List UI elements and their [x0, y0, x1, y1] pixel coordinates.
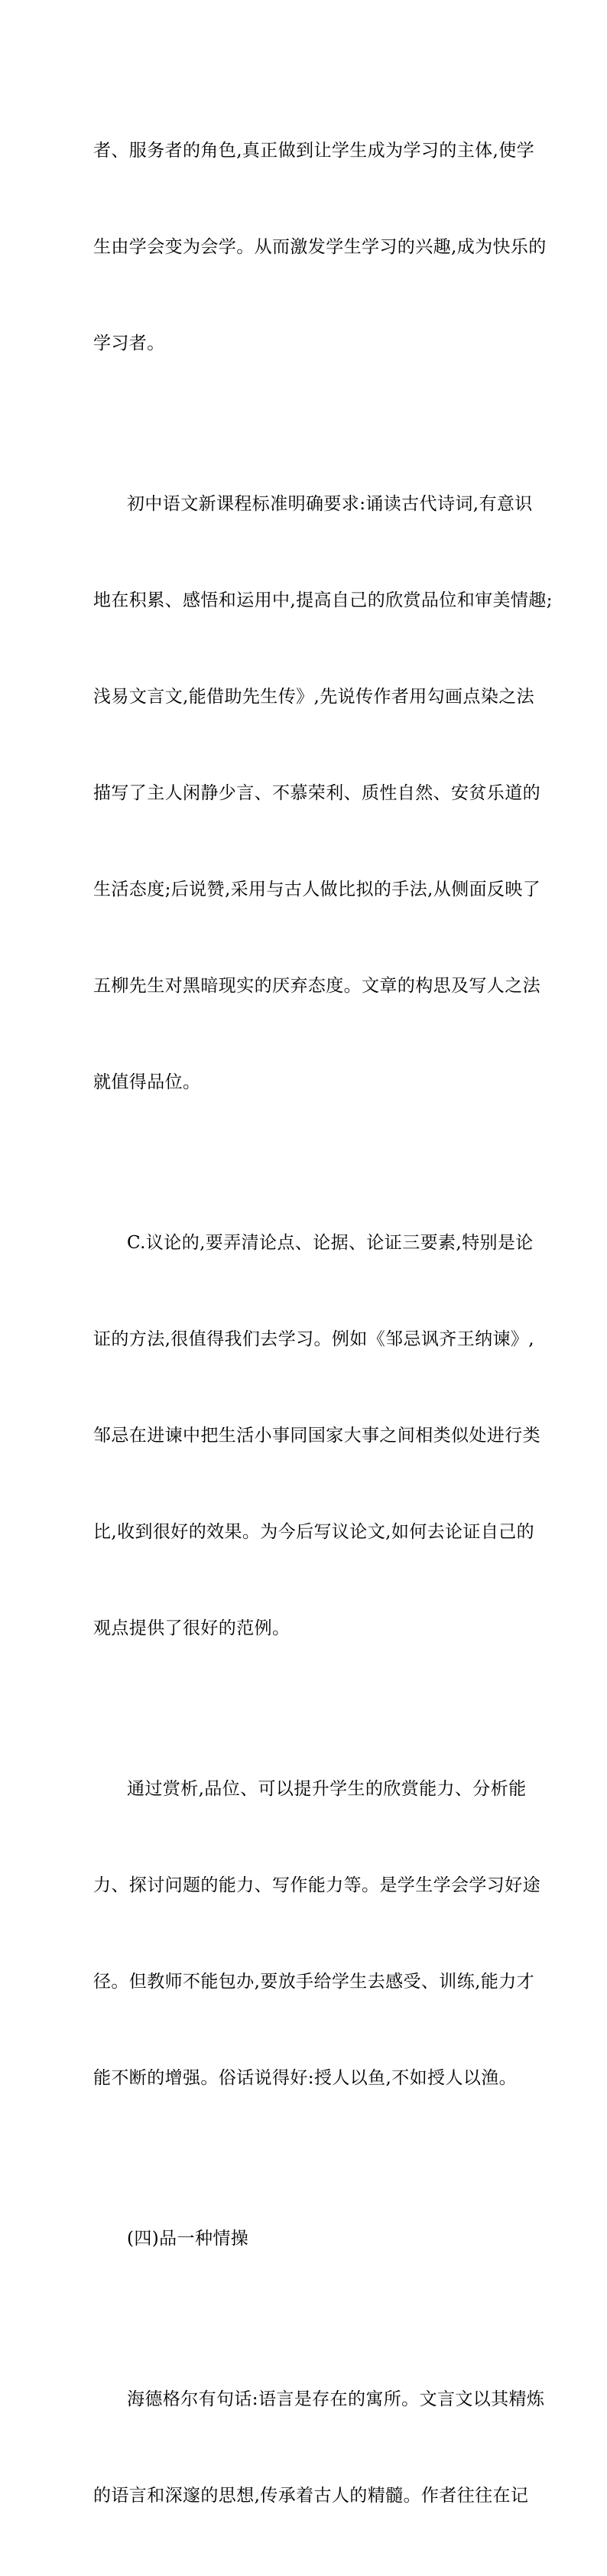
text-line: 生由学会变为会学。从而激发学生学习的兴趣,成为快乐的 [93, 237, 547, 257]
text-line: 证的方法,很值得我们去学习。例如《邹忌讽齐王纳谏》, [93, 1329, 535, 1349]
text-line: 的语言和深邃的思想,传承着古人的精髓。作者往往在记 [93, 2486, 529, 2506]
text-line: 比,收到很好的效果。为今后写议论文,如何去论证自己的 [93, 1522, 535, 1542]
text-line: 初中语文新课程标准明确要求:诵读古代诗词,有意识 [127, 494, 533, 514]
paragraph-p1 [93, 70, 547, 424]
text-line: 描写了主人闲静少言、不慕荣利、质性自然、安贫乐道的 [93, 783, 540, 803]
text-line: 能不断的增强。俗话说得好:授人以鱼,不如授人以渔。 [93, 2068, 518, 2088]
text-line: 力、探讨问题的能力、写作能力等。是学生学会学习好途 [93, 1875, 540, 1895]
text-line: 通过赏析,品位、可以提升学生的欣赏能力、分析能 [127, 1779, 527, 1799]
paragraph-p2 [93, 424, 553, 1163]
text-line: C.议论的,要弄清论点、论据、论证三要素,特别是论 [127, 1233, 534, 1253]
text-line: 海德格尔有句话:语言是存在的寓所。文言文以其精炼 [127, 2389, 545, 2409]
text-line: 学习者。 [93, 333, 165, 353]
paragraph-p6 [93, 2319, 545, 2576]
text-line: 地在积累、感悟和运用中,提高自己的欣赏品位和审美情趣; [93, 590, 553, 610]
text-line: 浅易文言文,能借助先生传》,先说传作者用勾画点染之法 [93, 687, 535, 707]
heading-line: (四)品一种情操 [127, 2229, 249, 2249]
text-line: 就值得品位。 [93, 1072, 201, 1092]
paragraph-p4 [93, 1709, 540, 2158]
text-line: 邹忌在进谏中把生活小事同国家大事之间相类似处进行类 [93, 1426, 540, 1446]
text-line: 者、服务者的角色,真正做到让学生成为学习的主体,使学 [93, 141, 535, 161]
text-line: 径。但教师不能包办,要放手给学生去感受、训练,能力才 [93, 1972, 535, 1992]
text-line: 生活态度;后说赞,采用与古人做比拟的手法,从侧面反映了 [93, 880, 541, 899]
document-body [93, 70, 553, 2576]
text-line: 观点提供了很好的范例。 [93, 1618, 291, 1638]
text-line: 五柳先生对黑暗现实的厌弃态度。文章的构思及写人之法 [93, 976, 540, 996]
section-heading [93, 2158, 518, 2319]
paragraph-p3 [93, 1163, 540, 1709]
